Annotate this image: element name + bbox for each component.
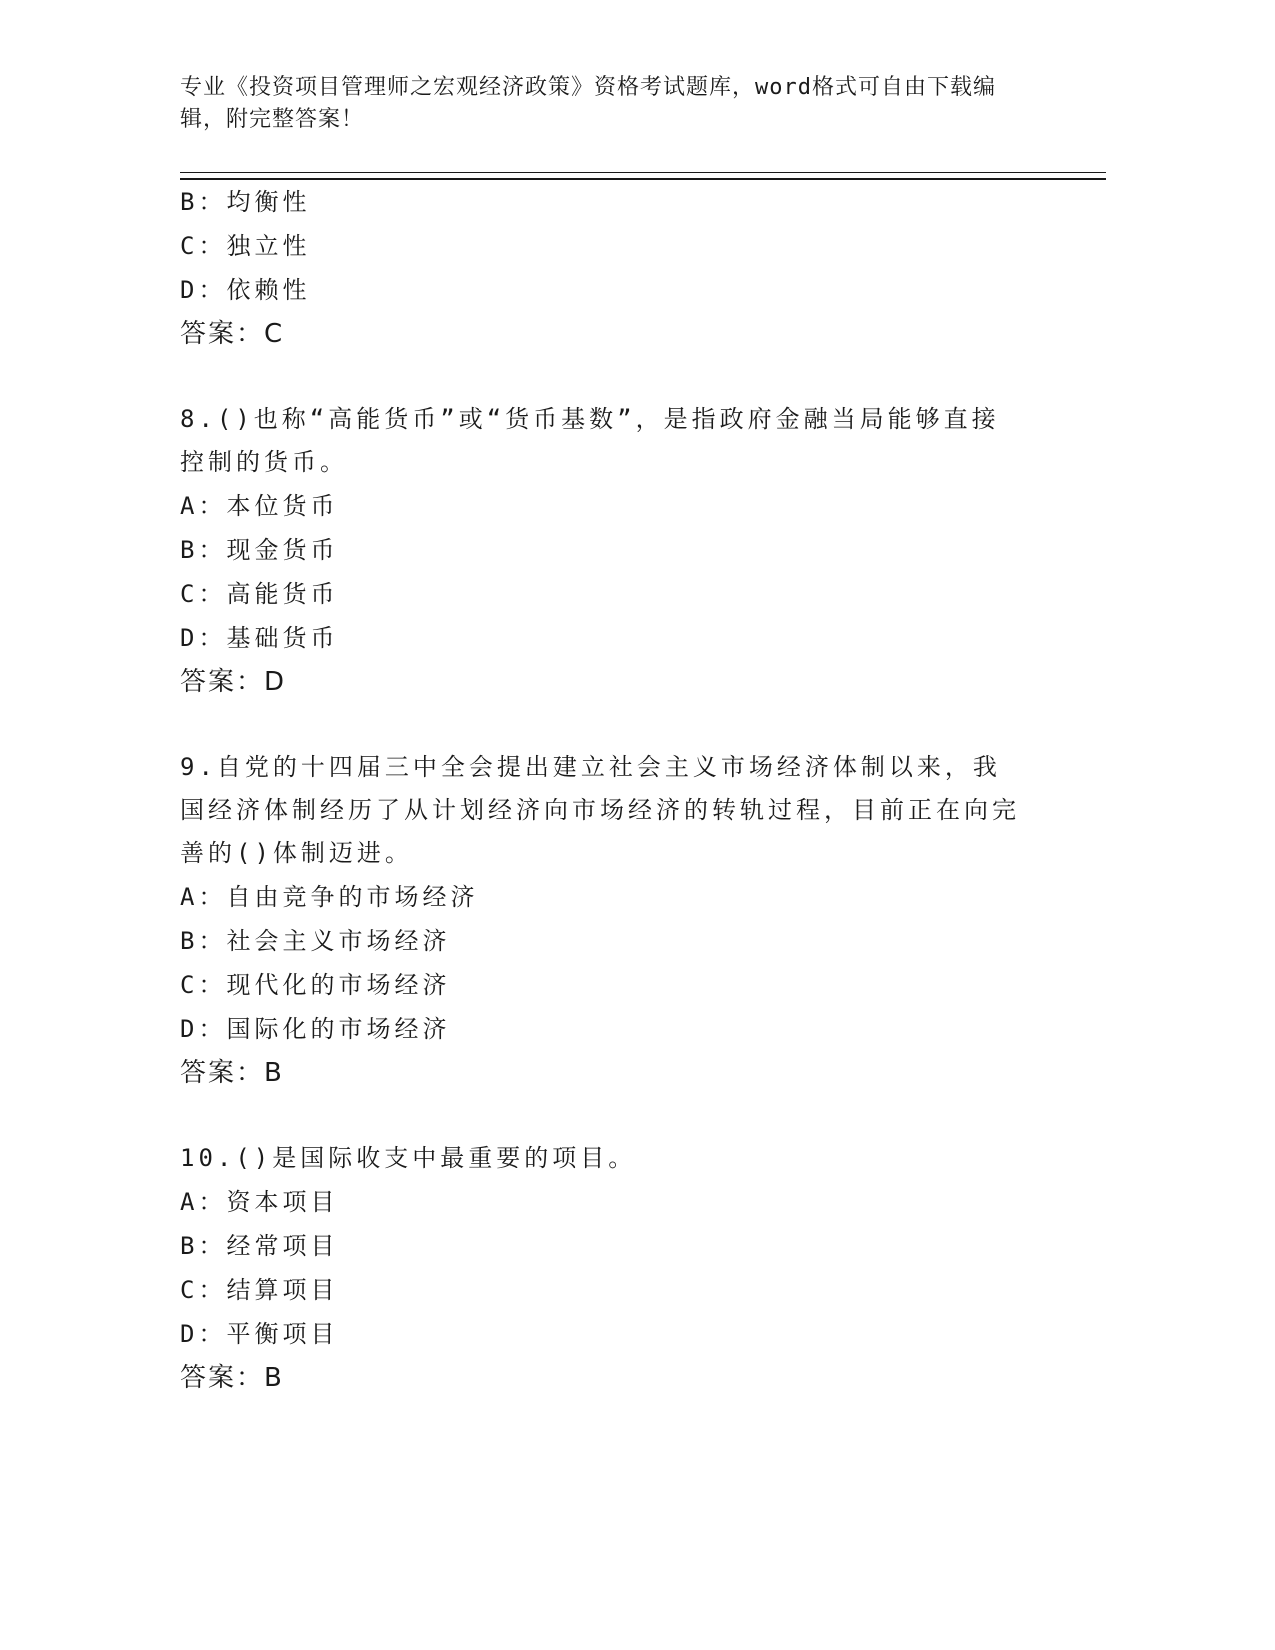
question-stem: 10.()是国际收支中最重要的项目。 xyxy=(180,1144,637,1172)
question-list xyxy=(180,180,1040,1400)
option-c: C：结算项目 xyxy=(180,1276,339,1304)
answer: 答案：B xyxy=(180,1363,284,1393)
document-header: 专业《投资项目管理师之宏观经济政策》资格考试题库，word格式可自由下载编辑，附完整答案！ xyxy=(180,75,996,132)
answer: 答案：B xyxy=(180,1058,284,1088)
question-stem: 9.自党的十四届三中全会提出建立社会主义市场经济体制以来，我国经济体制经历了从计划经济向市场经济的转轨过程，目前正在向完善的()体制迈进。 xyxy=(180,753,1020,867)
option-c: C：现代化的市场经济 xyxy=(180,971,451,999)
option-c: C：高能货币 xyxy=(180,580,339,608)
option-c: C：独立性 xyxy=(180,232,311,260)
option-d: D：平衡项目 xyxy=(180,1320,339,1348)
option-d: D：基础货币 xyxy=(180,624,339,652)
question-7 xyxy=(180,180,1040,356)
option-d: D：依赖性 xyxy=(180,276,311,304)
option-d: D：国际化的市场经济 xyxy=(180,1015,451,1043)
option-a: A：本位货币 xyxy=(180,492,339,520)
header-divider-thin xyxy=(180,172,1106,173)
answer: 答案：D xyxy=(180,667,287,697)
option-b: B：经常项目 xyxy=(180,1232,339,1260)
answer: 答案：C xyxy=(180,319,285,349)
question-9 xyxy=(180,746,1040,1095)
spacer xyxy=(180,1095,1040,1137)
question-8 xyxy=(180,398,1040,704)
option-a: A：自由竞争的市场经济 xyxy=(180,883,479,911)
option-b: B：社会主义市场经济 xyxy=(180,927,451,955)
spacer xyxy=(180,356,1040,398)
option-b: B：现金货币 xyxy=(180,536,339,564)
option-b: B：均衡性 xyxy=(180,188,311,216)
option-a: A：资本项目 xyxy=(180,1188,339,1216)
spacer xyxy=(180,704,1040,746)
question-10 xyxy=(180,1137,1040,1400)
question-stem: 8.()也称“高能货币”或“货币基数”，是指政府金融当局能够直接控制的货币。 xyxy=(180,405,1000,476)
